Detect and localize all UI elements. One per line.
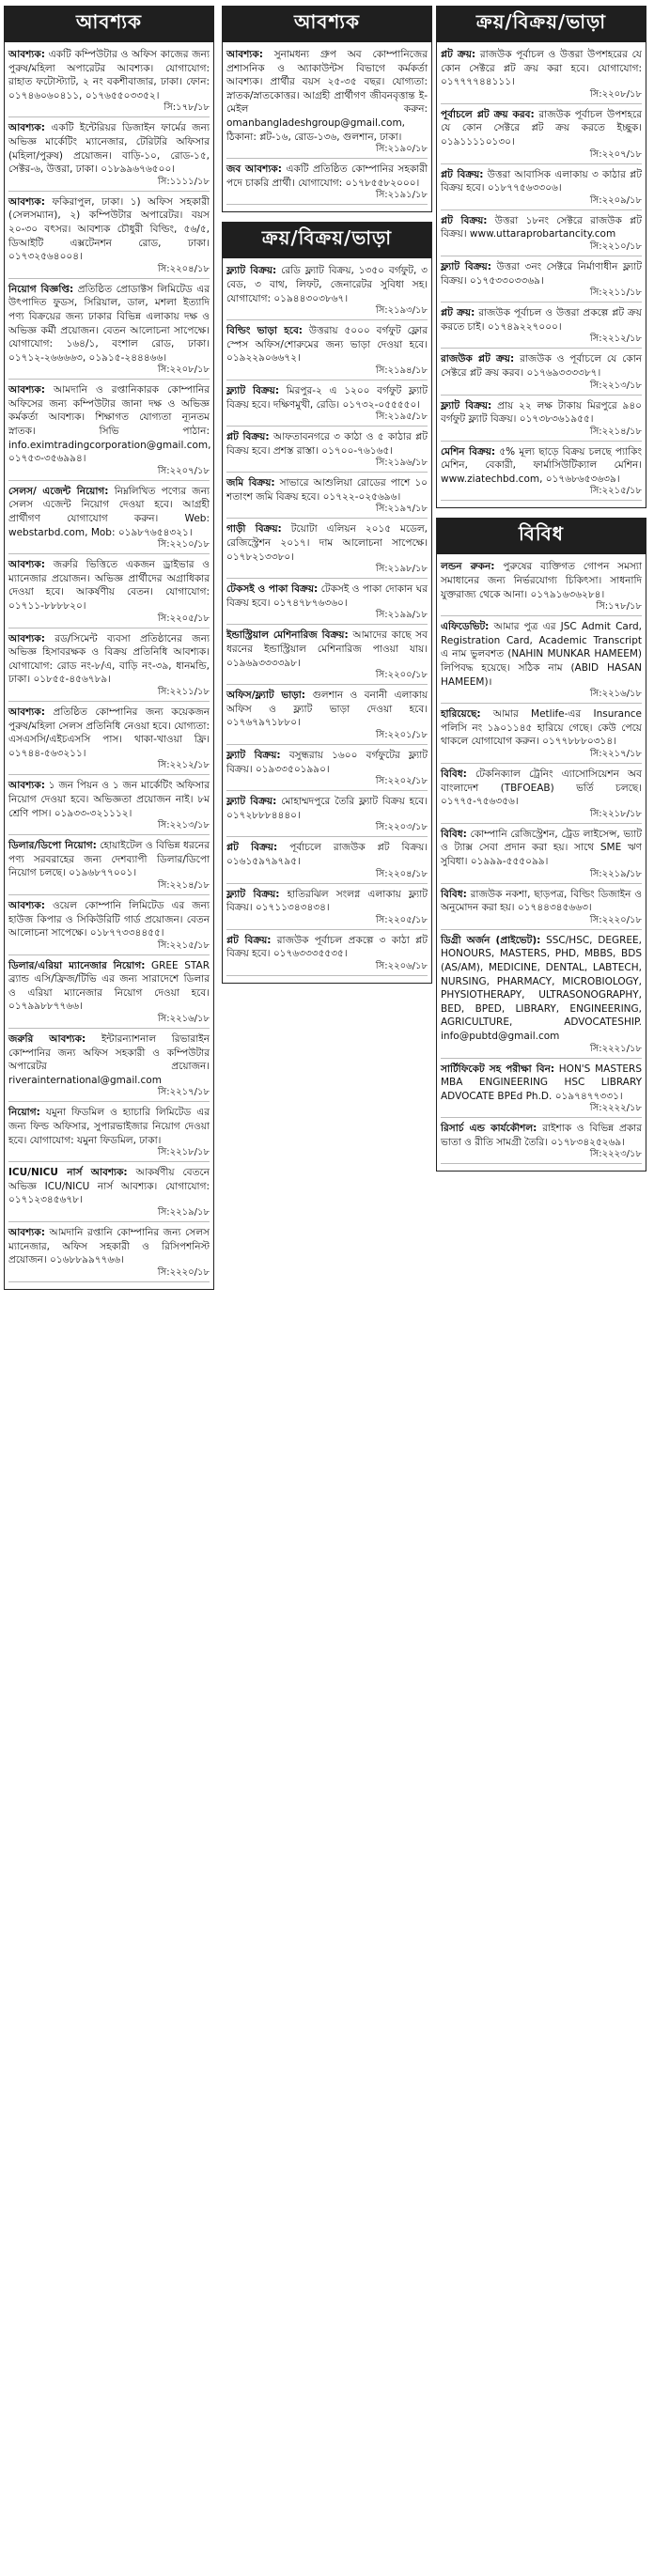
ad-body: টয়োটা এলিয়ন ২০১৫ মডেল, রেজিস্ট্রেশন ২০১৭। দাম আলোচনা সাপেক্ষে। ০১৭৮২১৩৩৮০। [226,523,428,563]
ad-code: সি:২২০৯/১৮ [589,194,642,206]
ad-lead: ফ্ল্যাট বিক্রয়: [226,265,277,277]
ad-code: সি:২২০৪/১৮ [375,868,428,879]
classified-ad [226,689,428,745]
ad-lead: আবশ্যক: [8,632,45,644]
ad-code: সি:২২০৭/১৮ [157,465,210,476]
ad-code: সি:২২১৭/১৮ [157,1087,210,1098]
ad-code: সি:২২১০/১৮ [157,539,210,551]
ad-code: সি:২১৯৯/১৮ [375,610,428,621]
ad-lead: জব আবশ্যক: [226,163,282,176]
ad-body: রড/সিমেন্ট ব্যবসা প্রতিষ্ঠানের জন্য অভিজ্ঞ হিসাবরক্ষক ও বিক্রয় প্রতিনিধি আবশ্যক। যোগাযোগ: রোড নং-৮/এ, বাড়ি নং-৩৯, ধানমন্ডি, ঢাকা। ০১৮৫৫-৪৫৬৭৮৯। [8,632,210,686]
ad-code: সি:২১৯৩/১৮ [375,305,428,317]
ad-body: উত্তরা ১৮নং সেক্টরে রাজউক প্লট বিক্রয়। www.uttaraprobartancity.com [441,214,642,241]
ad-body: আমদানি রপ্তানি কোম্পানির জন্য সেলস ম্যানেজার, অফিস সহকারী ও রিসিপশনিস্ট প্রয়োজন। ০১৬৮৮৯৯৭৭৬৬। [8,1227,210,1266]
section-header: আবশ্যক [223,7,431,42]
classified-ad [226,934,428,976]
classified-ad [8,48,210,117]
ad-code: সি:২২২৩/১৮ [589,1149,642,1160]
section-wanted-left [4,6,214,1290]
classified-ad [226,324,428,380]
ad-lead: প্লট বিক্রয়: [226,934,272,946]
ad-lead: এফিডেভিট: [441,621,490,633]
ad-list [8,48,210,1282]
ad-lead: ফ্ল্যাট বিক্রয়: [226,750,281,761]
ad-code: সি:২২১৯/১৮ [157,1207,210,1218]
ad-body: পূর্বাচলে রাজউক প্লট বিক্রয়। ০১৬১৫৯৭৯৭৯৫। [226,842,428,867]
ad-body: মিরপুর-২ এ ১২০০ বর্গফুট ফ্ল্যাট বিক্রয় হবে। দক্ষিণমুখী, রেডি। ০১৭৩২-০৫৫৫৫০। [226,384,428,411]
ad-code: সি:২২১১/১৮ [589,287,642,299]
ad-body: টেকসই ও পাকা দোকান ঘর বিক্রয় হবে। ০১৭৪৭৮৭৬৩৬০। [226,583,428,609]
ad-code: সি:২২১৮/১৮ [589,808,642,819]
classified-ad [226,628,428,685]
ad-code: সি:২২১৪/১৮ [157,879,210,891]
ad-code: সি:২২১৩/১৮ [157,820,210,831]
ad-lead: লন্ডন রুকন: [441,561,495,573]
ad-code: সি:১১১১/১৮ [157,176,210,187]
classified-ad [8,1226,210,1282]
ad-lead: প্লট ক্রয়: [441,49,476,60]
section-wanted-middle [222,6,432,212]
ad-body: হাতিরঝিল সংলগ্ন এলাকায় ফ্ল্যাট বিক্রয়। ০১৭১১৩৪৩৪৩৪। [226,888,428,914]
classified-ad [226,430,428,473]
ad-lead: আবশ্যক: [8,122,45,134]
ad-code: সি:২২০৩/১৮ [375,822,428,833]
ad-lead: সার্টিফিকেট সহ পরীক্ষা বিন: [441,1063,555,1075]
ad-lead: ফ্ল্যাট বিক্রয়: [226,796,277,808]
ad-lead: আবশ্যক: [8,706,45,718]
ad-body: সাভারে আশুলিয়া রোডের পাশে ১০ শতাংশ জমি বিক্রয় হবে। ০১৭২২-০২৫৬৯৬। [226,477,428,503]
ad-code: সি:২২১৩/১৮ [589,380,642,391]
ad-body: ওয়েল কোম্পানি লিমিটেড এর জন্য হাউজ কিপার ও সিকিউরিটি গার্ড প্রয়োজন। বেতন আলোচনা সাপেক্ষে। ০১৮৭৭৩৩৪৪৫৫। [8,899,210,939]
ad-code: সি:২২২০/১৮ [157,1266,210,1278]
ad-code: সি:২২০৫/১৮ [157,613,210,624]
ad-lead: মেশিন বিক্রয়: [441,445,496,458]
classified-ad [441,214,642,256]
classified-ad [226,163,428,205]
ad-body: আফতাবনগরে ৩ কাঠা ও ৫ কাঠার প্লট বিক্রয় হবে। প্রশস্ত রাস্তা। ০১৭০০-৭৬১৬৫। [226,431,428,457]
ad-lead: সেলস/ এজেন্ট নিয়োগ: [8,485,109,497]
ad-list [441,48,642,501]
ad-code: সি:২২১৯/১৮ [589,868,642,879]
ad-body: জরুরি ভিত্তিতে একজন ড্রাইভার ও ম্যানেজার প্রয়োজন। অভিজ্ঞ প্রার্থীদের অগ্রাধিকার দেওয়া হবে। আকর্ষণীয় বেতন। যোগাযোগ: ০১৭১১-৮৮৮৮২০। [8,559,210,612]
ad-lead: নিয়োগ: [8,1107,40,1119]
column-left [4,6,214,2572]
section-header: বিবিধ [437,519,646,554]
section-miscellaneous [436,518,646,1172]
ad-list [441,560,642,1164]
ad-body: মোহাম্মদপুরে তৈরি ফ্ল্যাট বিক্রয় হবে। ০১৭২৮৮৮৪৪৪০। [226,796,428,821]
classified-ad [8,283,210,380]
ad-body: উত্তরা ৩নং সেক্টরে নির্মাণাধীন ফ্ল্যাট বিক্রয়। ০১৭৫৩৩০৩৩৬৯। [441,260,642,287]
classified-ad [226,264,428,320]
ad-code: সি:২১৯৭/১৮ [375,504,428,515]
ad-body: রাজউক পূর্বাচল উপশহরে যে কোন সেক্টরে প্লট ক্রয় করতে ইচ্ছুক। ০১৯১১১১০১৩০। [441,108,642,147]
ad-lead: আবশ্যক: [8,559,45,571]
ad-code: সি:২১৯১/১৮ [375,190,428,201]
ad-lead: পূর্বাচলে প্লট ক্রয় করব: [441,108,535,120]
classified-ad [226,384,428,427]
classified-ad [8,485,210,554]
ad-body: আমদানি ও রপ্তানিকারক কোম্পানির অফিসের জন্য কম্পিউটার জানা দক্ষ ও অভিজ্ঞ কর্মকর্তা আবশ্যক। শিক্ষাগত যোগ্যতা ন্যূনতম স্নাতক। সিভি পাঠান: info.eximtradingcorporation@gmail.com, ০১৭৫৩-৩৫৬৯৯৪। [8,384,211,465]
classified-ad [226,476,428,519]
ad-code: সি:২২১০/১৮ [589,241,642,252]
classified-ad [441,560,642,616]
ad-lead: আবশ্যক: [8,899,45,911]
classified-ad [441,260,642,303]
ad-lead: ডিগ্রী অর্জন (প্রাইভেট): [441,934,541,946]
ad-lead: ডিলার/এরিয়া ম্যানেজার নিয়োগ: [8,959,146,971]
ad-lead: আবশ্যক: [8,384,45,396]
classified-ad [441,768,642,824]
ad-code: সি:২২১৫/১৮ [157,939,210,951]
classified-ad [226,749,428,791]
ad-body: HON'S MASTERS MBA ENGINEERING HSC LIBRARY ADVOCATE BPEd Ph.D. ০১৯৭৪৭৭৩৩১। [441,1063,642,1102]
ad-lead: ফ্ল্যাট বিক্রয়: [226,384,280,396]
column-right [436,6,646,2572]
ad-body: রাজউক ও পূর্বাচলে যে কোন সেক্টরে প্লট ক্রয় করব। ০১৭৬৯৩৩৩৩৮৭। [441,353,642,379]
classified-ad [8,706,210,775]
ad-lead: বিবিধ: [441,768,467,780]
ad-code: সি:২১৯৬/১৮ [375,458,428,469]
ad-body: রাজউক পূর্বাচল ও উত্তরা প্রকল্পে প্লট ক্রয় করতে চাই। ০১৭৪৯২২৭০০০। [441,307,642,333]
ad-lead: জমি বিক্রয়: [226,477,275,489]
classified-ad [8,1166,210,1222]
ad-lead: রাজউক প্লট ক্রয়: [441,353,515,365]
column-middle [222,6,432,2572]
ad-code: সি:২২০২/১৮ [375,776,428,787]
ad-body: আমার Metlife-এর Insurance পলিসি নং ১৯০১১৪৫ হারিয়ে গেছে। কেউ পেয়ে থাকলে যোগাযোগ করুন। ০১৭৭৮৮৮০৩১৪। [441,708,642,748]
ad-body: একটি কম্পিউটার ও অফিস কাজের জন্য পুরুষ/মহিলা অপারেটর আবশ্যক। যোগাযোগ: রাহাত ফটোস্ট্যাট, ২ নং বকশীবাজার, ঢাকা। ফোন: ০১৭৪৬০৬০৪১১, ০১৭৬৫৫০৩৩৫২। [8,49,210,101]
ad-body: প্রতিষ্ঠিত প্রোডাক্টস লিমিটেড এর উৎপাদিত ফুডস, সিরিয়াল, ডাল, মশলা ইত্যাদি পণ্য বিক্রয়ের জন্য ঢাকার বিভিন্ন এলাকায় দক্ষ ও অভিজ্ঞ কর্মী প্রয়োজন। বেতন আলোচনা সাপেক্ষে। যোগাযোগ: ১৬৪/১, বংশাল রোড, ঢাকা। ০১৭১২-২৬৬৬৬৩, ০১৯১৫-২৪৪৪৬৬। [8,283,210,364]
ad-lead: প্লট বিক্রয়: [226,431,270,443]
ad-code: সি:১৭৮/১৮ [596,601,642,613]
section-buy-sell-rent-middle [222,222,432,984]
ad-body: ইন্টারন্যাশনাল রিভারাইন কোম্পানির জন্য অফিস সহকারী ও কম্পিউটার অপারেটর প্রয়োজন। riverainternational@gmail.com [8,1033,210,1086]
ad-lead: আবশ্যক: [8,780,45,792]
ad-body: বসুন্ধরায় ১৬০০ বর্গফুটের ফ্ল্যাট বিক্রয়। ০১৯৩৩৫০১৯৯০। [226,750,428,775]
classified-ad [441,1063,642,1119]
classified-ad [441,445,642,502]
ad-lead: বিল্ডিং ভাড়া হবে: [226,325,303,337]
ad-body: টেকনিক্যাল ট্রেনিং এ্যাসোসিয়েশন অব বাংলাদেশ (TBFOEAB) ভর্তি চলছে। ০১৭৭৫-৭৫৬৩৫৬। [441,768,642,808]
ad-body: আকর্ষণীয় বেতনে অভিজ্ঞ ICU/NICU নার্স আবশ্যক। যোগাযোগ: ০১৭১২৩৪৫৬৭৮। [8,1167,210,1206]
ad-body: প্রায় ২২ লক্ষ টাকায় মিরপুরে ৯৪০ বর্গফুট ফ্ল্যাট বিক্রয়। ০১৭৩৮৩৬১৯৫৫। [441,399,642,426]
ad-code: সি:২২০৪/১৮ [157,263,210,274]
section-header: ক্রয়/বিক্রয়/ভাড়া [223,223,431,258]
classified-ad [441,168,642,210]
ad-code: সি:২১৯৪/১৮ [375,365,428,376]
ad-body: যমুনা ফিডমিল ও হ্যাচারি লিমিটেড এর জন্য ফিল্ড অফিসার, সুপারভাইজার নিয়োগ দেওয়া হবে। যোগাযোগ: যমুনা ফিডমিল, ঢাকা। [8,1107,210,1146]
ad-body: ফকিরাপুল, ঢাকা। ১) অফিস সহকারী (সেলসম্যান), ২) কম্পিউটার অপারেটর। বয়স ২০-৩০ বৎসর। আবশ্যক চৌধুরী বিল্ডিং, ৫৬/৫, ডিআইটি এক্সটেনশন রোড, ঢাকা। ০১৭৩২৫৬৪০০৪। [8,195,210,263]
ad-lead: জরুরি আবশ্যক: [8,1033,86,1046]
ad-body: একটি প্রতিষ্ঠিত কোম্পানির সহকারী পদে চাকরি প্রার্থী। যোগাযোগ: ০১৭৮৫৫৮২০০০। [226,163,428,189]
ad-code: সি:২২২০/১৮ [589,914,642,925]
ad-code: সি:২২০৮/১৮ [157,365,210,376]
ad-lead: আবশ্যক: [226,49,263,60]
classified-ad [441,1122,642,1164]
ad-body: ৫% মূল্য ছাড়ে বিক্রয় চলছে প্যাকিং মেশিন, বেকারী, ফার্মাসিউটিক্যাল মেশিন। www.ziatechbd.com, ০১৭৬৮৬৫৩৬৩৯। [441,445,642,485]
ad-body: প্রতিষ্ঠিত কোম্পানির জন্য কয়েকজন পুরুষ/মহিলা সেলস প্রতিনিধি নেওয়া হবে। যোগ্যতা: এসএসসি/এইচএসসি পাস। থাকা-খাওয়া ফ্রি। ০১৭৪৪-৫৬৩২১১। [8,706,210,759]
ad-code: সি:২২২২/১৮ [589,1103,642,1114]
ad-body: SSC/HSC, DEGREE, HONOURS, MASTERS, PHD, MBBS, BDS (AS/AM), MEDICINE, DENTAL, LABTECH, NURSING, PHARMACY, MICROBIOLOGY, PHYSIOTHERAPY, ULTRASONOGRAPHY, BED, BPED, LIBRARY, ENGINEERING, AGRICULTURE, ADVOCATESHIP. info@pubtd@gmail.com [441,934,643,1042]
classified-ad [8,121,210,191]
ad-body: একটি ইন্টেরিয়র ডিজাইন ফার্মের জন্য অভিজ্ঞ মার্কেটিং ম্যানেজার, টেরিটরি অফিসার (মহিলা/পুরুষ) প্রয়োজন। বাড়ি-১০, রোড-১৫, সেক্টর-৬, উত্তরা, ঢাকা। ০১৮৯৯৬৭৬৫০০। [8,122,210,176]
ad-code: সি:২২১৮/১৮ [157,1147,210,1158]
classified-ad [8,1032,210,1102]
ad-body: আমার পুত্র এর JSC Admit Card, Registration Card, Academic Transcript এ নাম ভুলবশত (NAHIN MUNKAR HAMEEM) লিপিবদ্ধ হয়েছে। সঠিক নাম (ABID HASAN HAMEEM)। [441,621,642,688]
classified-ad [226,888,428,930]
ad-lead: হারিয়েছে: [441,708,481,721]
ad-body: আমাদের কাছে সব ধরনের ইন্ডাস্ট্রিয়াল মেশিনারিজ পাওয়া যায়। ০১৯৬৯৩৩৩৩৯৮। [226,629,428,669]
ad-lead: রিসার্চ এন্ড কার্যকৌশল: [441,1123,537,1135]
ad-lead: আবশ্যক: [8,49,45,60]
ad-body: রাজউক পূর্বাচল প্রকল্পে ৩ কাঠা প্লট বিক্রয় হবে। ০১৭৬৩৩৩৫৫৩৫। [226,934,428,960]
ad-code: সি:২১৯৮/১৮ [375,564,428,575]
ad-lead: প্লট বিক্রয়: [441,214,488,226]
classified-ad [8,959,210,1029]
classified-ad [441,828,642,884]
classified-ad [441,934,642,1059]
ad-lead: ICU/NICU নার্স আবশ্যক: [8,1167,128,1179]
ad-lead: ফ্ল্যাট বিক্রয়: [441,399,492,411]
ad-code: সি:২২০৬/১৮ [375,960,428,971]
ad-code: সি:২২১৭/১৮ [589,749,642,759]
classified-ad [8,632,210,702]
ad-lead: ফ্ল্যাট বিক্রয়: [226,888,280,900]
classified-ad [226,841,428,883]
classified-ad [226,48,428,159]
ad-lead: ইন্ডাস্ট্রিয়াল মেশিনারিজ বিক্রয়: [226,629,349,642]
ad-code: সি:২২০১/১৮ [375,730,428,740]
ad-body: রাজউক পূর্বাচল ও উত্তরা উপশহরের যে কোন সেক্টরে প্লট ক্রয় করা হবে। যোগাযোগ: ০১৭৭৭৭৪৪১১১। [441,49,642,88]
classified-ad [441,306,642,349]
ad-lead: প্লট ক্রয়: [441,307,475,319]
ad-lead: বিবিধ: [441,828,467,840]
ad-body: নিম্নলিখিত পণ্যের জন্য সেলস এজেন্ট নিয়োগ দেওয়া হবে। আগ্রহী প্রার্থীগণ যোগাযোগ করুন। Web: webstarbd.com, Mob: ০১৯৮৭৬৫৪৩২১। [8,485,210,538]
classified-ad [226,795,428,837]
ad-code: সি:২২১২/১৮ [157,760,210,771]
classified-ad [226,522,428,579]
ad-code: সি:২২১৪/১৮ [589,426,642,437]
ad-code: সি:১৭৮/১৮ [164,102,210,114]
classified-ad [441,48,642,104]
ad-body: কোম্পানি রেজিস্ট্রেশন, ট্রেড লাইসেন্স, ভ্যাট ও ট্যাক্স সেবা প্রদান করা হয়। সাথে SME ঋণ সুবিধা। ০১৯৯৯-৫৫৫০৯৯। [441,828,642,867]
ad-lead: প্লট বিক্রয়: [441,168,484,180]
ad-lead: টেকসই ও পাকা বিক্রয়: [226,583,319,596]
ad-body: উত্তরায় ৫০০০ বর্গফুট ফ্লোর স্পেস অফিস/শোরুমের জন্য ভাড়া দেওয়া হবে। ০১৯২২৯০৬৬৭২। [226,325,428,365]
ad-body: হোয়াইটেল ও বিভিন্ন ধরনের পণ্য সরবরাহের জন্য দেশব্যাপী ডিলার/ডিপো নিয়োগ চলছে। ০১৯৬৮৭৭০০১। [8,840,210,879]
ad-list [226,48,428,205]
ad-lead: ফ্ল্যাট বিক্রয়: [441,260,491,272]
ad-code: সি:২২১৫/১৮ [589,486,642,497]
ad-body: রাজউক নকশা, ছাড়পত্র, বিল্ডিং ডিজাইন ও অনুমোদন করা হয়। ০১৭৪৪৩৪৫৬৬৩। [441,888,642,914]
ad-lead: আবশ্যক: [8,1227,45,1238]
ad-lead: আবশ্যক: [8,195,45,208]
ad-code: সি:২২১২/১৮ [589,334,642,345]
classified-ad [8,779,210,835]
ad-body: GREE STAR ব্র্যান্ড এসি/ফ্রিজ/টিভি এর জন্য সারাদেশে ডিলার ও এরিয়া ম্যানেজার নিয়োগ দেওয়া হবে। ০১৭৯৯৮৮৭৭৬৬। [8,959,210,1013]
classified-ad [8,195,210,279]
ad-body: রাইশাক ও বিভিন্ন প্রকার ভাতা ও রীতি সামগ্রী তৈরি। ০১৭৮৩৪২৫২৬৯। [441,1123,642,1148]
section-header: আবশ্যক [5,7,213,42]
ad-code: সি:২২২১/১৮ [589,1043,642,1054]
ad-code: সি:২১৯৫/১৮ [375,411,428,423]
ad-body: উত্তরা আবাসিক এলাকায় ৩ কাঠার প্লট বিক্রয় হবে। ০১৮৭৭৫৬৩৩০৬। [441,168,643,194]
ad-lead: বিবিধ: [441,888,467,900]
ad-lead: প্লট বিক্রয়: [226,842,278,854]
ad-body: রেডি ফ্ল্যাট বিক্রয়, ১৩৫০ বর্গফুট, ৩ বেড, ৩ বাথ, লিফট, জেনারেটর সুবিধা সহ। যোগাযোগ: ০১৯৪৪৩০৩৮৬৭। [226,265,428,304]
classified-ad [8,839,210,895]
classified-ad [8,558,210,628]
ad-code: সি:২২০৫/১৮ [375,914,428,925]
ad-body: পুরুষের ব্যক্তিগত গোপন সমস্যা সমাধানের জন্য নির্ভরযোগ্য চিকিৎসা। সাধনাদি যুক্তরাজ্য থেকে আনা। ০১৭৯১৬৩৬২৮৪। [441,561,642,600]
classified-ad [441,888,642,930]
ad-list [226,264,428,976]
ad-code: সি:২১৯০/১৮ [375,144,428,155]
classified-ad [441,620,642,704]
ad-body: গুলশান ও বনানী এলাকায় অফিস ও ফ্ল্যাট ভাড়া দেওয়া হবে। ০১৭৬৭৯৭১৮৮০। [226,690,428,729]
ad-body: ১ জন পিয়ন ও ১ জন মার্কেটিং অফিসার নিয়োগ দেওয়া হবে। অভিজ্ঞতা প্রয়োজন নাই। ৮ম শ্রেণি পাস। ০১৯৩৩-৩২১১১২। [8,780,210,819]
ad-code: সি:২২১৬/১৮ [589,689,642,700]
section-header: ক্রয়/বিক্রয়/ভাড়া [437,7,646,42]
ad-lead: অফিস/ফ্ল্যাট ভাড়া: [226,690,305,702]
ad-lead: ডিলার/ডিপো নিয়োগ: [8,840,97,852]
classified-ad [226,582,428,625]
ad-code: সি:২২১৬/১৮ [157,1014,210,1025]
classified-ad [441,352,642,395]
ad-code: সি:২২০৮/১৮ [589,88,642,100]
classified-ad [8,1106,210,1162]
classified-ad [441,108,642,164]
classified-ad [8,899,210,955]
classified-ad [441,399,642,442]
ad-body: সুনামধন্য গ্রুপ অব কোম্পানিজের প্রশাসনিক ও অ্যাকাউন্টস বিভাগে কর্মকর্তা আবশ্যক। প্রার্থীর বয়স ২৫-৩৫ বছর। যোগ্যতা: স্নাতক/স্নাতকোত্তর। আগ্রহী প্রার্থীগণ জীবনবৃত্তান্ত ই-মেইল করুন: omanbangladeshgroup@gmail.com, ঠিকানা: প্লট-১৬, রোড-১৩৬, গুলশান, ঢাকা। [226,49,428,143]
section-buy-sell-rent-right [436,6,646,508]
classified-ad [8,383,210,481]
classified-ad [441,707,642,764]
ad-code: সি:২২১১/১৮ [157,686,210,697]
ad-code: সি:২২০৭/১৮ [589,148,642,160]
ad-code: সি:২২০০/১৮ [375,670,428,681]
ad-lead: নিয়োগ বিজ্ঞপ্তি: [8,283,74,295]
ad-lead: গাড়ী বিক্রয়: [226,523,282,535]
